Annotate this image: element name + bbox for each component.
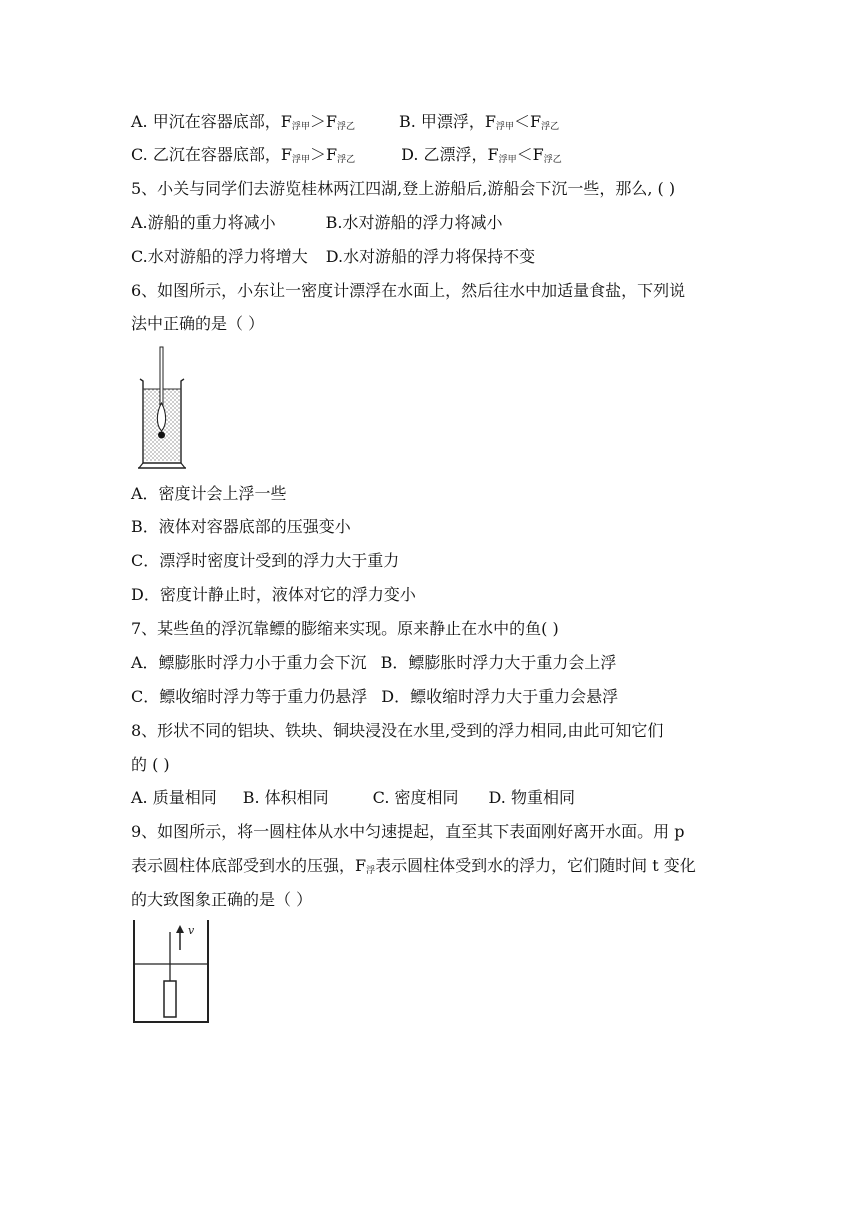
question-5-options-cd <box>131 247 535 267</box>
question-5: 5、小关与同学们去游览桂林两江四湖,登上游船后,游船会下沉一些，那么, ( ) <box>131 179 676 198</box>
question-8-line2: 的 ( ) <box>131 755 170 774</box>
question-7: 7、某些鱼的浮沉靠鳔的膨缩来实现。原来静止在水中的鱼( ) <box>131 619 559 638</box>
option-d: D. 物重相同 <box>488 788 575 807</box>
option-b-text: B. 甲漂浮，F <box>398 112 497 131</box>
option-line-cd <box>131 145 562 170</box>
subscript: 浮甲 <box>291 155 310 165</box>
question-8-options <box>131 788 575 808</box>
question-5-options-ab <box>131 213 503 233</box>
option-a-text: A. 甲沉在容器底部，F <box>131 112 292 131</box>
question-7-options-cd <box>131 687 618 707</box>
subscript: 浮甲 <box>498 155 517 165</box>
subscript: 浮甲 <box>496 122 515 132</box>
question-6-line2: 法中正确的是（ ） <box>131 314 265 333</box>
relation-text: ＞F <box>309 145 338 164</box>
hydrometer-figure <box>136 345 188 471</box>
question-9-text-a: 表示圆柱体底部受到水的压强，F <box>131 856 367 875</box>
question-9-text-b: 表示圆柱体受到水的浮力，它们随时间 t 变化 <box>375 856 696 875</box>
option-c-text: C. 乙沉在容器底部，F <box>131 145 292 164</box>
option-b: B．鳔膨胀时浮力大于重力会上浮 <box>380 653 617 672</box>
cylinder-lift-figure <box>131 918 211 1026</box>
question-9-line2 <box>131 856 696 881</box>
subscript: 浮乙 <box>541 122 560 132</box>
subscript: 浮甲 <box>291 122 310 132</box>
subscript: 浮乙 <box>543 155 562 165</box>
subscript: 浮乙 <box>336 122 355 132</box>
relation-text: ＞F <box>309 112 337 131</box>
question-7-options-ab <box>131 653 616 673</box>
relation-text: ＜F <box>516 145 544 164</box>
option-c: C. 密度相同 <box>372 788 459 807</box>
option-b: B. 体积相同 <box>242 788 329 807</box>
question-9-line3: 的大致图象正确的是（ ） <box>131 890 313 909</box>
option-line-ab <box>131 112 559 137</box>
option-d-text: D. 乙漂浮，F <box>401 145 499 164</box>
question-6-option-c: C．漂浮时密度计受到的浮力大于重力 <box>131 551 400 570</box>
subscript: 浮 <box>366 866 376 876</box>
option-a: A．鳔膨胀时浮力小于重力会下沉 <box>131 653 367 672</box>
relation-text: ＜F <box>514 112 542 131</box>
option-c: C．鳔收缩时浮力等于重力仍悬浮 <box>131 687 368 706</box>
option-d: D．鳔收缩时浮力大于重力会悬浮 <box>381 687 619 706</box>
question-9-line1: 9、如图所示，将一圆柱体从水中匀速提起，直至其下表面刚好离开水面。用 p <box>131 822 685 841</box>
option-a: A.游船的重力将减小 <box>131 213 276 232</box>
option-c: C.水对游船的浮力将增大 <box>131 247 308 266</box>
velocity-label: v <box>188 924 195 937</box>
option-a: A. 质量相同 <box>131 788 217 807</box>
option-b: B.水对游船的浮力将减小 <box>325 213 503 232</box>
question-8-line1: 8、形状不同的铝块、铁块、铜块浸没在水里,受到的浮力相同,由此可知它们 <box>131 721 664 740</box>
question-6-line1: 6、如图所示，小东让一密度计漂浮在水面上，然后往水中加适量食盐，下列说 <box>131 281 686 300</box>
question-6-option-b: B．液体对容器底部的压强变小 <box>131 517 351 536</box>
question-6-option-d: D．密度计静止时，液体对它的浮力变小 <box>131 585 416 604</box>
question-6-option-a: A．密度计会上浮一些 <box>131 484 287 503</box>
option-d: D.水对游船的浮力将保持不变 <box>325 247 536 266</box>
subscript: 浮乙 <box>337 155 356 165</box>
